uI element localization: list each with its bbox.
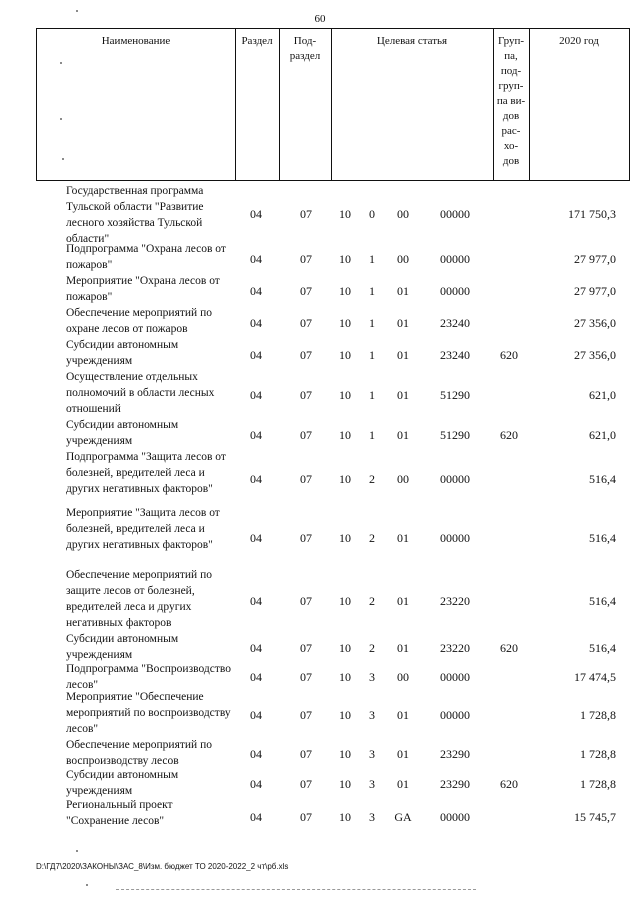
row-name: Подпрограмма "Воспроизводство лесов" bbox=[66, 663, 231, 691]
row-name: Мероприятие "Охрана лесов от пожаров" bbox=[66, 275, 220, 303]
table-row bbox=[0, 305, 640, 337]
row-podrazdel: 07 bbox=[300, 472, 312, 486]
row-t2: 1 bbox=[369, 316, 375, 330]
column-divider bbox=[235, 28, 236, 180]
header-group-line: дов bbox=[502, 155, 520, 167]
header-year: 2020 год bbox=[559, 35, 599, 47]
row-razdel: 04 bbox=[250, 428, 262, 442]
row-amount: 15 745,7 bbox=[574, 810, 616, 824]
row-t2: 1 bbox=[369, 284, 375, 298]
row-t2: 2 bbox=[369, 641, 375, 655]
row-razdel: 04 bbox=[250, 207, 262, 221]
row-t2: 3 bbox=[369, 708, 375, 722]
row-name: Подпрограмма "Охрана лесов от пожаров" bbox=[66, 243, 226, 271]
row-t1: 10 bbox=[339, 594, 351, 608]
table-row bbox=[0, 689, 640, 737]
header-group-line: Груп- bbox=[497, 35, 525, 47]
header-podrazdel-line: Под- bbox=[293, 35, 317, 47]
header-group-line: па, bbox=[504, 50, 518, 62]
row-group: 620 bbox=[500, 348, 518, 362]
row-amount: 621,0 bbox=[589, 388, 616, 402]
row-t2: 3 bbox=[369, 777, 375, 791]
row-name: Подпрограмма "Защита лесов от болезней, вредителей леса и других негативных факторов" bbox=[66, 451, 226, 495]
header-name: Наименование bbox=[101, 35, 171, 47]
row-t1: 10 bbox=[339, 472, 351, 486]
scan-speck bbox=[76, 10, 78, 12]
row-group: 620 bbox=[500, 641, 518, 655]
row-t4: 00000 bbox=[440, 531, 470, 545]
column-divider bbox=[529, 28, 530, 180]
table-row bbox=[0, 737, 640, 767]
row-podrazdel: 07 bbox=[300, 284, 312, 298]
row-t4: 23220 bbox=[440, 641, 470, 655]
table-row bbox=[0, 241, 640, 273]
header-group-line: хо- bbox=[503, 140, 519, 152]
row-t4: 23240 bbox=[440, 348, 470, 362]
row-podrazdel: 07 bbox=[300, 316, 312, 330]
row-t3: 01 bbox=[397, 531, 409, 545]
row-t4: 51290 bbox=[440, 388, 470, 402]
row-amount: 1 728,8 bbox=[580, 747, 616, 761]
row-podrazdel: 07 bbox=[300, 810, 312, 824]
row-t1: 10 bbox=[339, 348, 351, 362]
row-podrazdel: 07 bbox=[300, 388, 312, 402]
table-row bbox=[0, 661, 640, 689]
table-row bbox=[0, 337, 640, 369]
row-group: 620 bbox=[500, 428, 518, 442]
table-row bbox=[0, 797, 640, 833]
header-top-rule bbox=[37, 28, 629, 29]
table-row bbox=[0, 449, 640, 505]
row-t4: 00000 bbox=[440, 670, 470, 684]
row-t1: 10 bbox=[339, 207, 351, 221]
row-name: Субсидии автономным учреждениям bbox=[66, 769, 179, 797]
row-name: Субсидии автономным учреждениям bbox=[66, 419, 179, 447]
row-amount: 17 474,5 bbox=[574, 670, 616, 684]
row-amount: 27 356,0 bbox=[574, 348, 616, 362]
row-t1: 10 bbox=[339, 531, 351, 545]
header-target: Целевая статья bbox=[376, 35, 448, 47]
row-amount: 27 977,0 bbox=[574, 252, 616, 266]
header-group-line: под- bbox=[500, 65, 522, 77]
row-amount: 516,4 bbox=[589, 641, 616, 655]
row-name: Государственная программа Тульской области "Развитие лесного хозяйства Тульской области" bbox=[66, 185, 204, 245]
row-t2: 2 bbox=[369, 472, 375, 486]
row-razdel: 04 bbox=[250, 708, 262, 722]
row-t1: 10 bbox=[339, 284, 351, 298]
row-t4: 51290 bbox=[440, 428, 470, 442]
row-name: Мероприятие "Защита лесов от болезней, вредителей леса и других негативных факторов" bbox=[66, 507, 220, 551]
row-t3: 01 bbox=[397, 641, 409, 655]
row-amount: 516,4 bbox=[589, 472, 616, 486]
row-name: Обеспечение мероприятий по охране лесов от пожаров bbox=[66, 307, 212, 335]
scan-speck bbox=[86, 884, 88, 886]
header-group-line: рас- bbox=[501, 125, 521, 137]
row-razdel: 04 bbox=[250, 531, 262, 545]
row-t2: 3 bbox=[369, 810, 375, 824]
row-amount: 516,4 bbox=[589, 594, 616, 608]
table-row bbox=[0, 369, 640, 417]
row-t4: 00000 bbox=[440, 284, 470, 298]
row-razdel: 04 bbox=[250, 641, 262, 655]
row-t4: 00000 bbox=[440, 252, 470, 266]
row-podrazdel: 07 bbox=[300, 708, 312, 722]
row-t1: 10 bbox=[339, 252, 351, 266]
row-name: Осуществление отдельных полномочий в области лесных отношений bbox=[66, 371, 215, 415]
row-t4: 00000 bbox=[440, 207, 470, 221]
row-amount: 27 977,0 bbox=[574, 284, 616, 298]
row-t2: 1 bbox=[369, 252, 375, 266]
row-amount: 27 356,0 bbox=[574, 316, 616, 330]
row-t2: 2 bbox=[369, 594, 375, 608]
row-razdel: 04 bbox=[250, 472, 262, 486]
row-t2: 3 bbox=[369, 747, 375, 761]
row-t3: GA bbox=[394, 810, 412, 824]
header-podrazdel bbox=[279, 34, 331, 64]
row-podrazdel: 07 bbox=[300, 207, 312, 221]
row-t1: 10 bbox=[339, 670, 351, 684]
row-amount: 1 728,8 bbox=[580, 708, 616, 722]
row-razdel: 04 bbox=[250, 252, 262, 266]
row-t4: 00000 bbox=[440, 810, 470, 824]
row-t2: 3 bbox=[369, 670, 375, 684]
header-razdel: Раздел bbox=[241, 35, 273, 47]
row-t4: 23220 bbox=[440, 594, 470, 608]
row-t1: 10 bbox=[339, 388, 351, 402]
row-t1: 10 bbox=[339, 810, 351, 824]
header-podrazdel-line: раздел bbox=[289, 50, 321, 62]
row-t3: 01 bbox=[397, 747, 409, 761]
row-t3: 00 bbox=[397, 472, 409, 486]
row-t1: 10 bbox=[339, 747, 351, 761]
scan-speck bbox=[60, 118, 62, 120]
row-t4: 00000 bbox=[440, 472, 470, 486]
row-razdel: 04 bbox=[250, 810, 262, 824]
row-razdel: 04 bbox=[250, 747, 262, 761]
scan-speck bbox=[76, 850, 78, 852]
row-podrazdel: 07 bbox=[300, 777, 312, 791]
row-t3: 01 bbox=[397, 708, 409, 722]
row-podrazdel: 07 bbox=[300, 531, 312, 545]
row-podrazdel: 07 bbox=[300, 641, 312, 655]
page-number: 60 bbox=[314, 13, 326, 25]
row-name: Субсидии автономным учреждениям bbox=[66, 339, 179, 367]
table-row bbox=[0, 631, 640, 661]
header-group bbox=[493, 34, 529, 169]
row-razdel: 04 bbox=[250, 777, 262, 791]
row-t1: 10 bbox=[339, 777, 351, 791]
row-t1: 10 bbox=[339, 641, 351, 655]
row-t1: 10 bbox=[339, 316, 351, 330]
row-podrazdel: 07 bbox=[300, 348, 312, 362]
row-name: Мероприятие "Обеспечение мероприятий по воспроизводству лесов" bbox=[66, 691, 231, 735]
column-divider bbox=[331, 28, 332, 180]
row-t2: 1 bbox=[369, 428, 375, 442]
row-razdel: 04 bbox=[250, 388, 262, 402]
footer-rule bbox=[116, 889, 476, 890]
row-podrazdel: 07 bbox=[300, 252, 312, 266]
row-amount: 1 728,8 bbox=[580, 777, 616, 791]
row-t3: 01 bbox=[397, 428, 409, 442]
table-row bbox=[0, 567, 640, 631]
file-path-footer: D:\ГД7\2020\ЗАКОНЫ\ЗАС_8\Изм. бюджет ТО 2020-2022_2 чт\рб.xls bbox=[36, 862, 289, 871]
row-t3: 00 bbox=[397, 670, 409, 684]
row-t4: 00000 bbox=[440, 708, 470, 722]
table-row bbox=[0, 273, 640, 305]
row-podrazdel: 07 bbox=[300, 747, 312, 761]
row-podrazdel: 07 bbox=[300, 594, 312, 608]
row-t4: 23290 bbox=[440, 777, 470, 791]
row-t4: 23240 bbox=[440, 316, 470, 330]
row-name: Региональный проект "Сохранение лесов" bbox=[66, 799, 173, 827]
row-group: 620 bbox=[500, 777, 518, 791]
row-razdel: 04 bbox=[250, 594, 262, 608]
row-podrazdel: 07 bbox=[300, 428, 312, 442]
row-t3: 01 bbox=[397, 284, 409, 298]
row-t3: 01 bbox=[397, 388, 409, 402]
row-amount: 171 750,3 bbox=[568, 207, 616, 221]
row-razdel: 04 bbox=[250, 348, 262, 362]
row-t2: 2 bbox=[369, 531, 375, 545]
row-amount: 516,4 bbox=[589, 531, 616, 545]
row-razdel: 04 bbox=[250, 316, 262, 330]
scan-speck bbox=[60, 62, 62, 64]
row-razdel: 04 bbox=[250, 284, 262, 298]
row-amount: 621,0 bbox=[589, 428, 616, 442]
row-podrazdel: 07 bbox=[300, 670, 312, 684]
row-t3: 01 bbox=[397, 316, 409, 330]
row-t3: 01 bbox=[397, 777, 409, 791]
row-name: Обеспечение мероприятий по защите лесов от болезней, вредителей леса и других негативных факторов bbox=[66, 569, 212, 629]
header-group-line: па ви- bbox=[496, 95, 526, 107]
row-razdel: 04 bbox=[250, 670, 262, 684]
row-name: Субсидии автономным учреждениям bbox=[66, 633, 179, 661]
row-t3: 01 bbox=[397, 348, 409, 362]
table-row bbox=[0, 767, 640, 797]
table-row bbox=[0, 505, 640, 567]
row-t1: 10 bbox=[339, 708, 351, 722]
header-group-line: груп- bbox=[498, 80, 524, 92]
row-t3: 01 bbox=[397, 594, 409, 608]
row-t4: 23290 bbox=[440, 747, 470, 761]
scan-speck bbox=[62, 158, 64, 160]
table-row bbox=[0, 183, 640, 245]
row-t2: 1 bbox=[369, 348, 375, 362]
row-t3: 00 bbox=[397, 207, 409, 221]
table-row bbox=[0, 417, 640, 449]
row-t2: 0 bbox=[369, 207, 375, 221]
row-t1: 10 bbox=[339, 428, 351, 442]
table-header bbox=[36, 28, 630, 181]
row-name: Обеспечение мероприятий по воспроизводству лесов bbox=[66, 739, 212, 767]
row-t2: 1 bbox=[369, 388, 375, 402]
row-t3: 00 bbox=[397, 252, 409, 266]
header-group-line: дов bbox=[502, 110, 520, 122]
